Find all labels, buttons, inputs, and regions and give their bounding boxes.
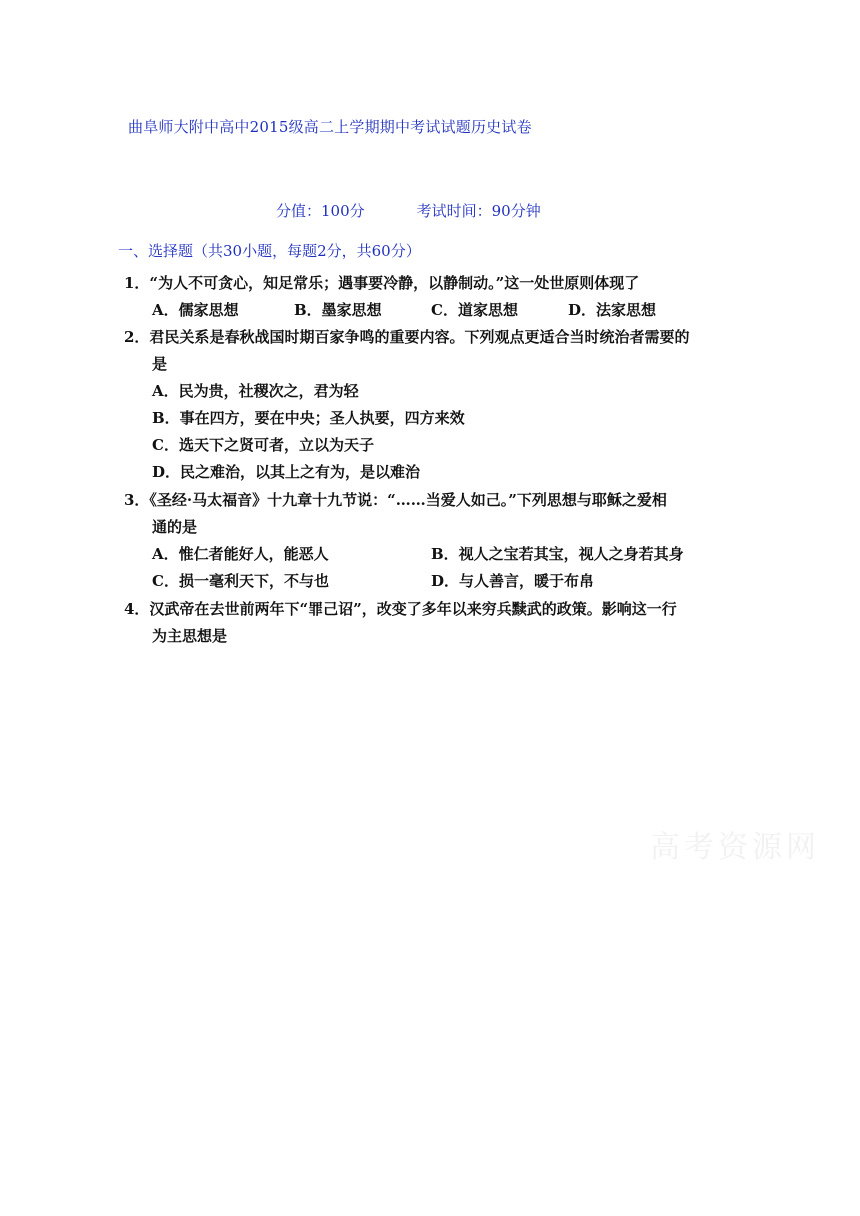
- question-1-stem: 1．“为人不可贪心，知足常乐；遇事要冷静，以静制动。”这一处世原则体现了: [124, 274, 640, 292]
- question-3-stem-cont: 通的是: [152, 518, 198, 536]
- question-2-stem-cont: 是: [152, 355, 168, 373]
- exam-meta: [276, 200, 541, 221]
- question-2-option-b: B．事在四方，要在中央；圣人执要，四方来效: [152, 409, 465, 427]
- exam-title: 曲阜师大附中高中2015级高二上学期期中考试试题历史试卷: [128, 118, 532, 136]
- question-2-option-c: C．选天下之贤可者，立以为天子: [152, 436, 374, 454]
- time-label: 考试时间：90分钟: [416, 202, 541, 220]
- question-3-stem: 3．《圣经·马太福音》十九章十九节说：“……当爱人如己。”下列思想与耶稣之爱相: [124, 491, 667, 509]
- question-2-option-d: D．民之难治，以其上之有为，是以难治: [152, 463, 421, 481]
- section-heading: 一、选择题（共30小题，每题2分，共60分）: [118, 242, 421, 260]
- question-1-option-c: C．道家思想: [431, 301, 518, 319]
- question-3-option-b: B．视人之宝若其宝，视人之身若其身: [431, 545, 684, 563]
- question-1-option-d: D．法家思想: [568, 301, 657, 319]
- watermark: 高考资源网: [650, 830, 820, 865]
- question-3-option-d: D．与人善言，暖于布帛: [431, 572, 595, 590]
- question-3-option-a: A．惟仁者能好人，能恶人: [152, 545, 329, 563]
- question-3-option-c: C．损一毫利天下，不与也: [152, 572, 329, 590]
- score-label: 分值：100分: [276, 202, 365, 220]
- question-1-option-a: A．儒家思想: [152, 301, 239, 319]
- question-4-stem: 4．汉武帝在去世前两年下“罪己诏”，改变了多年以来穷兵黩武的政策。影响这一行: [124, 600, 677, 618]
- question-2-option-a: A．民为贵，社稷次之，君为轻: [152, 382, 359, 400]
- question-2-stem: 2．君民关系是春秋战国时期百家争鸣的重要内容。下列观点更适合当时统治者需要的: [124, 328, 690, 346]
- question-4-stem-cont: 为主思想是: [152, 627, 228, 645]
- question-1-option-b: B．墨家思想: [294, 301, 382, 319]
